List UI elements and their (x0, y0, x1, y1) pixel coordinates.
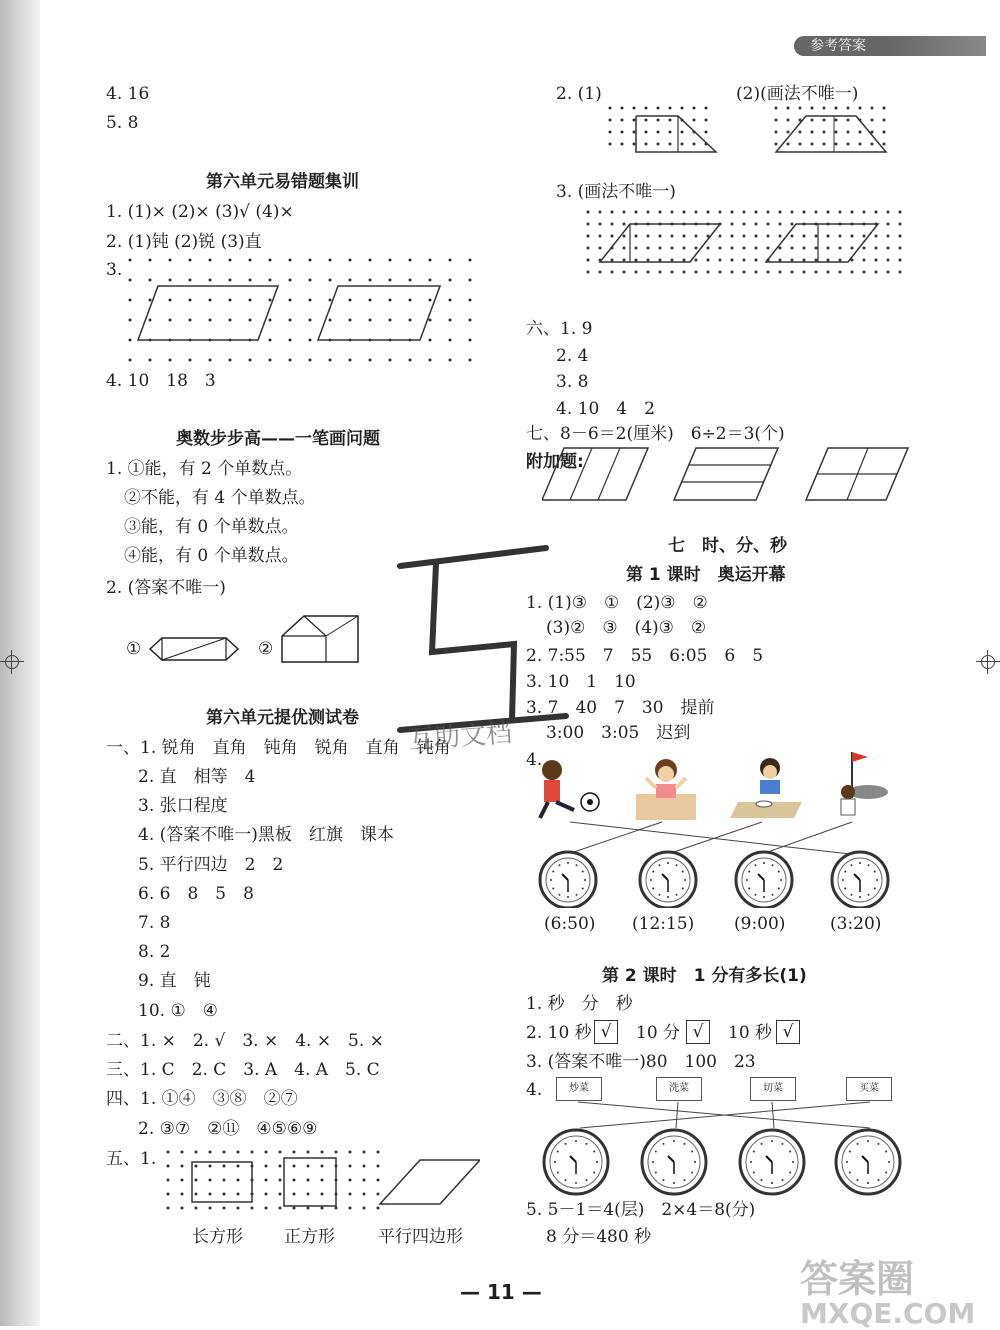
answer-line: 3. (画法不唯一) (556, 182, 676, 202)
answer-line: 七、8－6＝2(厘米) 6÷2＝3(个) (526, 424, 785, 444)
bonus-parallelogram-figures (542, 446, 912, 504)
answer-line: (2)(画法不唯一) (736, 84, 859, 104)
answer-line: 2. ③⑦ ②⑪ ④⑤⑥⑨ (138, 1119, 318, 1139)
shape-label: 长方形 (192, 1227, 243, 1247)
answer-line: 10. ① ④ (138, 1001, 218, 1021)
trapezoid-dot-grid-figure (606, 104, 896, 164)
activity-box: 洗菜 (656, 1077, 702, 1101)
eating-kid-illustration (730, 758, 802, 818)
answer-line: 7. 8 (138, 913, 171, 933)
registration-mark-left (0, 650, 24, 674)
answer-line: 1. (1)× (2)× (3)√ (4)× (106, 202, 294, 222)
answer-line: 5. 平行四边 2 2 (138, 855, 284, 875)
answer-line: 8. 2 (138, 942, 171, 962)
answer-line: 10 分 (636, 1023, 681, 1043)
section-title: 第六单元提优测试卷 (206, 708, 359, 728)
answer-line: 3. 10 1 10 (526, 672, 636, 692)
section-title: 奥数步步高——一笔画问题 (176, 429, 380, 449)
rectangle-square-parallelogram-grid-figure (162, 1146, 480, 1218)
answer-line: 3. 张口程度 (138, 796, 228, 816)
answer-line: 4. 10 18 3 (106, 371, 216, 391)
shape-label: 平行四边形 (378, 1227, 463, 1247)
answer-line: 六、1. 9 (526, 319, 593, 339)
answer-line: 10 秒 (728, 1023, 773, 1043)
answer-line: 三、1. C 2. C 3. A 4. A 5. C (106, 1060, 380, 1080)
answer-line: 3. (答案不唯一)80 100 23 (526, 1052, 756, 1072)
answer-line: 四、1. ①④ ③⑧ ②⑦ (106, 1089, 298, 1109)
answer-line: 4. (答案不唯一)黑板 红旗 课本 (138, 825, 394, 845)
answer-line: 2. (答案不唯一) (106, 578, 226, 598)
bonus-heading: 附加题: (526, 452, 584, 472)
answer-line: 二、1. × 2. √ 3. × 4. × 5. × (106, 1031, 384, 1051)
answer-line: 2. 7:55 7 55 6:05 6 5 (526, 646, 764, 666)
figure-label: ② (258, 639, 274, 659)
unit-title: 七 时、分、秒 (668, 536, 787, 556)
answer-line: 五、1. (106, 1149, 157, 1169)
parallelogram-dot-grid-figure (126, 256, 476, 368)
answer-line: 3. 7 40 7 30 提前 (526, 698, 715, 718)
clock-time-label: (9:00) (734, 914, 786, 934)
figure-label: ① (126, 639, 142, 659)
answer-line: 2. (1) (556, 84, 602, 104)
answer-line: 1. (1)③ ① (2)③ ② (526, 593, 708, 613)
answer-line: ④能，有 0 个单数点。 (124, 546, 299, 566)
answer-line: 4. (526, 1080, 543, 1100)
answer-line: (3)② ③ (4)③ ② (546, 618, 707, 638)
watermark-text: 互助文档 (407, 718, 514, 756)
answer-line: 5. 8 (106, 113, 139, 133)
answer-line: 3. (106, 260, 123, 280)
answer-line: 9. 直 钝 (138, 971, 211, 991)
checkbox-ticked: √ (594, 1020, 618, 1044)
activity-box: 买菜 (846, 1077, 892, 1101)
section-title: 第六单元易错题集训 (206, 172, 359, 192)
activity-clock-matching-figure (512, 748, 912, 908)
site-logo: 答案圈 MXQE.COM (800, 1257, 976, 1330)
answer-line: 2. (1)钝 (2)锐 (3)直 (106, 232, 262, 252)
clock-time-label: (12:15) (632, 914, 695, 934)
activity-box: 切菜 (750, 1077, 796, 1101)
answer-line: 2. 直 相等 4 (138, 767, 256, 787)
answer-line: 4. 10 4 2 (556, 399, 655, 419)
page-number: — 11 — (460, 1280, 542, 1304)
lesson-title: 第 1 课时 奥运开幕 (626, 565, 786, 585)
registration-mark-right (976, 650, 1000, 674)
answer-line: 4. (526, 750, 543, 770)
answer-line: 6. 6 8 5 8 (138, 884, 254, 904)
answer-line: 1. 秒 分 秒 (526, 994, 633, 1014)
checkbox-ticked: √ (776, 1020, 800, 1044)
clock-time-label: (3:20) (830, 914, 882, 934)
checkbox-ticked: √ (686, 1020, 710, 1044)
answer-line: 2. 10 秒 (526, 1023, 592, 1043)
answer-key-tag: 参考答案 (794, 36, 986, 56)
activity-box: 炒菜 (556, 1077, 602, 1101)
one-stroke-house-figure (278, 612, 360, 664)
answer-line: ②不能，有 4 个单数点。 (124, 488, 316, 508)
clock-time-label: (6:50) (544, 914, 596, 934)
lesson-title: 第 2 课时 1 分有多长(1) (602, 966, 807, 986)
parallelogram-split-grid-figure (584, 206, 904, 278)
answer-line: 4. 16 (106, 84, 150, 104)
bed-kid-illustration (636, 759, 696, 820)
answer-line: 5. 5－1＝4(层) 2×4＝8(分) (526, 1200, 756, 1220)
answer-line: 3:00 3:05 迟到 (546, 723, 691, 743)
watermark-hu-glyph (396, 544, 574, 740)
flag-kid-illustration (841, 752, 888, 815)
answer-line: 8 分＝480 秒 (546, 1227, 652, 1247)
shape-label: 正方形 (284, 1227, 335, 1247)
answer-line: ③能，有 0 个单数点。 (124, 517, 299, 537)
cooking-clock-matching-figure (540, 1100, 920, 1200)
answer-line: 1. ①能，有 2 个单数点。 (106, 459, 303, 479)
answer-line: 一、1. 锐角 直角 钝角 锐角 直角 钝角 (106, 738, 451, 758)
answer-line: 3. 8 (556, 372, 589, 392)
one-stroke-prism-figure (148, 634, 240, 664)
soccer-kid-illustration (540, 760, 599, 818)
answer-line: 2. 4 (556, 346, 589, 366)
